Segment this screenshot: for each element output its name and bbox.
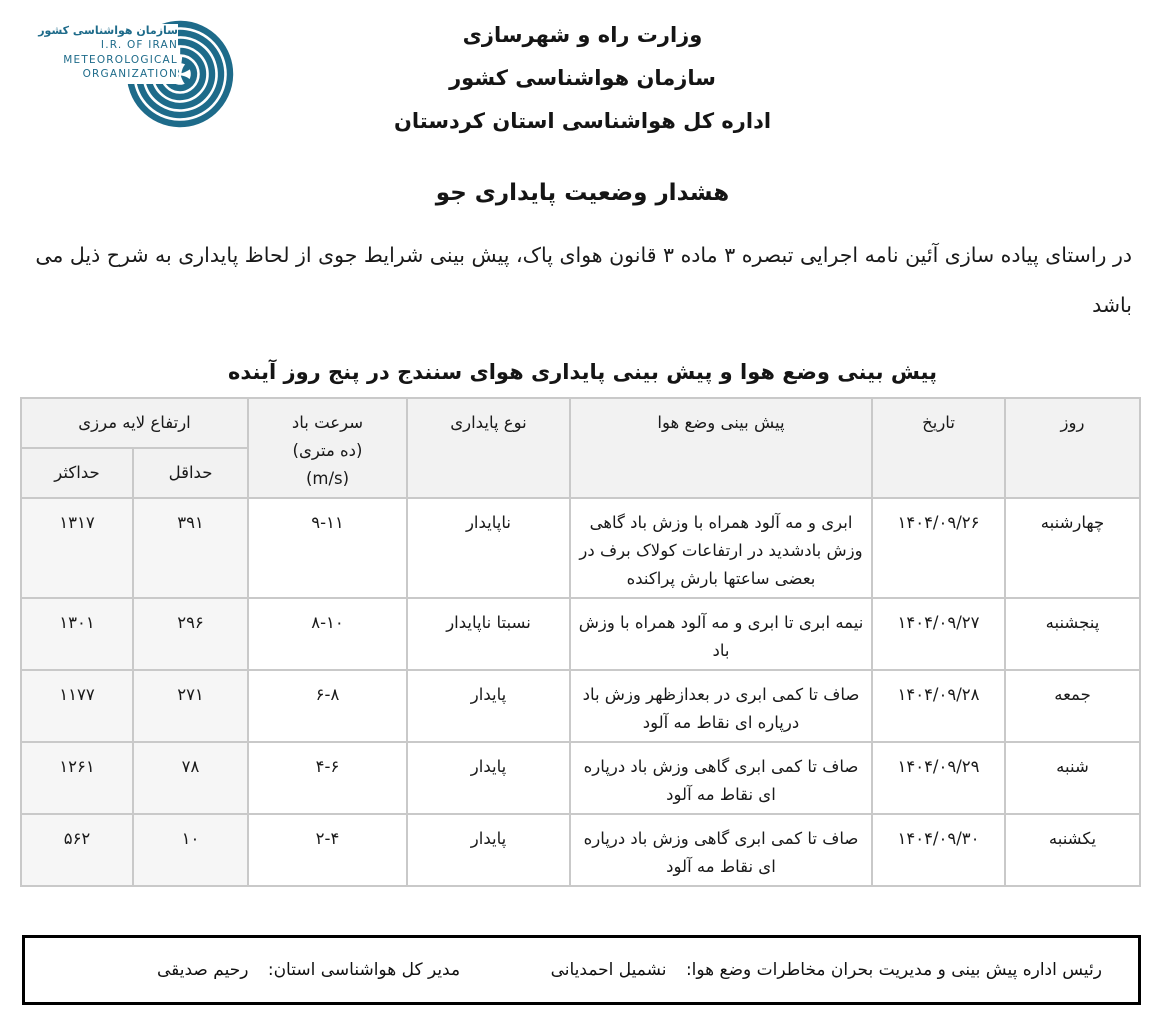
table-row-thursday	[21, 598, 1140, 670]
date-value: ۱۴۰۴/۰۹/۲۹	[897, 757, 980, 776]
col-header-min: حداقل	[133, 448, 248, 498]
forecast-cell: صاف تا کمی ابری گاهی وزش باد درپاره ای نقاط مه آلود	[570, 742, 872, 814]
min-cell: ۱۰	[133, 814, 248, 886]
wind-value: ۴-۶	[315, 757, 340, 776]
col-header-stability: نوع پایداری	[407, 398, 570, 498]
wind-header-line2: (ده متری)	[292, 441, 363, 460]
table-row-wednesday	[21, 498, 1140, 598]
forecast-head-label: رئیس اداره پیش بینی و مدیریت بحران مخاطرات وضع هوا:	[685, 960, 1102, 980]
table-row-friday	[21, 670, 1140, 742]
stability-cell: پایدار	[407, 814, 570, 886]
day-cell: یکشنبه	[1005, 814, 1140, 886]
imo-logo-persian: سازمان هواشناسی کشور	[38, 24, 178, 37]
date-value: ۱۴۰۴/۰۹/۲۶	[897, 513, 980, 532]
date-cell	[872, 498, 1005, 598]
max-cell: ۱۱۷۷	[21, 670, 133, 742]
wind-header-line1: سرعت باد	[291, 413, 364, 432]
letterhead-province-office: اداره کل هواشناسی استان کردستان	[393, 109, 772, 133]
imo-logo	[38, 8, 240, 146]
stability-cell: پایدار	[407, 670, 570, 742]
col-header-date: تاریخ	[872, 398, 1005, 498]
wind-cell	[248, 670, 407, 742]
min-cell: ۲۷۱	[133, 670, 248, 742]
stability-cell: ناپایدار	[407, 498, 570, 598]
wind-value: ۸-۱۰	[311, 613, 344, 632]
max-cell: ۱۳۱۷	[21, 498, 133, 598]
table-header-row-1	[21, 398, 1140, 448]
date-cell	[872, 742, 1005, 814]
col-header-max: حداکثر	[21, 448, 133, 498]
forecast-cell: صاف تا کمی ابری گاهی وزش باد درپاره ای نقاط مه آلود	[570, 814, 872, 886]
document-title: هشدار وضعیت پایداری جو	[435, 180, 730, 206]
max-cell: ۱۳۰۱	[21, 598, 133, 670]
imo-logo-en-2: METEOROLOGICAL	[63, 53, 178, 66]
imo-logo-en-1: I.R. OF IRAN	[100, 39, 178, 51]
min-cell: ۳۹۱	[133, 498, 248, 598]
letterhead-organization: سازمان هواشناسی کشور	[449, 66, 716, 90]
table-row-saturday	[21, 742, 1140, 814]
date-cell	[872, 814, 1005, 886]
forecast-head-name: نشمیل احمدیانی	[550, 960, 667, 980]
forecast-table-title: پیش بینی وضع هوا و پیش بینی پایداری هوای سنندج در پنج روز آینده	[228, 360, 937, 384]
forecast-table	[20, 397, 1141, 887]
max-cell: ۵۶۲	[21, 814, 133, 886]
forecast-head-signature	[551, 960, 1102, 980]
stability-cell: پایدار	[407, 742, 570, 814]
max-cell: ۱۲۶۱	[21, 742, 133, 814]
wind-cell	[248, 814, 407, 886]
day-cell: جمعه	[1005, 670, 1140, 742]
wind-header-unit: (m/s)	[305, 469, 350, 488]
imo-logo-en-3: ORGANIZATION	[82, 68, 178, 80]
wind-cell	[248, 742, 407, 814]
forecast-cell: ابری و مه آلود همراه با وزش باد گاهی وزش بادشدید در ارتفاعات کولاک برف در بعضی ساعتها بارش پراکنده	[570, 498, 872, 598]
stability-cell: نسبتا ناپایدار	[407, 598, 570, 670]
col-header-forecast: پیش بینی وضع هوا	[570, 398, 872, 498]
min-cell: ۷۸	[133, 742, 248, 814]
wind-value: ۲-۴	[315, 829, 340, 848]
signature-footer	[22, 935, 1141, 1005]
col-header-day: روز	[1005, 398, 1140, 498]
wind-cell	[248, 498, 407, 598]
day-cell: چهارشنبه	[1005, 498, 1140, 598]
date-value: ۱۴۰۴/۰۹/۳۰	[897, 829, 980, 848]
day-cell: پنجشنبه	[1005, 598, 1140, 670]
director-general-name: رحیم صدیقی	[157, 960, 249, 980]
wind-value: ۶-۸	[315, 685, 340, 704]
director-general-label: مدیر کل هواشناسی استان:	[267, 960, 461, 980]
wind-value: ۹-۱۱	[311, 513, 344, 532]
forecast-cell: نیمه ابری تا ابری و مه آلود همراه با وزش باد	[570, 598, 872, 670]
date-cell	[872, 598, 1005, 670]
day-cell: شنبه	[1005, 742, 1140, 814]
col-header-boundary-layer: ارتفاع لایه مرزی	[21, 398, 248, 448]
forecast-cell: صاف تا کمی ابری در بعدازظهر وزش باد درپاره ای نقاط مه آلود	[570, 670, 872, 742]
min-cell: ۲۹۶	[133, 598, 248, 670]
date-value: ۱۴۰۴/۰۹/۲۸	[897, 685, 980, 704]
wind-cell	[248, 598, 407, 670]
col-header-wind-speed	[248, 398, 407, 498]
letterhead-ministry: وزارت راه و شهرسازی	[462, 23, 703, 47]
date-cell	[872, 670, 1005, 742]
table-row-sunday	[21, 814, 1140, 886]
imo-logo-text	[34, 24, 178, 84]
director-general-signature	[157, 960, 460, 980]
date-value: ۱۴۰۴/۰۹/۲۷	[897, 613, 980, 632]
intro-paragraph: در راستای پیاده سازی آئین نامه اجرایی تبصره ۳ ماده ۳ قانون هوای پاک، پیش بینی شرایط جوی از لحاظ پایداری به شرح ذیل می باشد	[35, 243, 1132, 317]
